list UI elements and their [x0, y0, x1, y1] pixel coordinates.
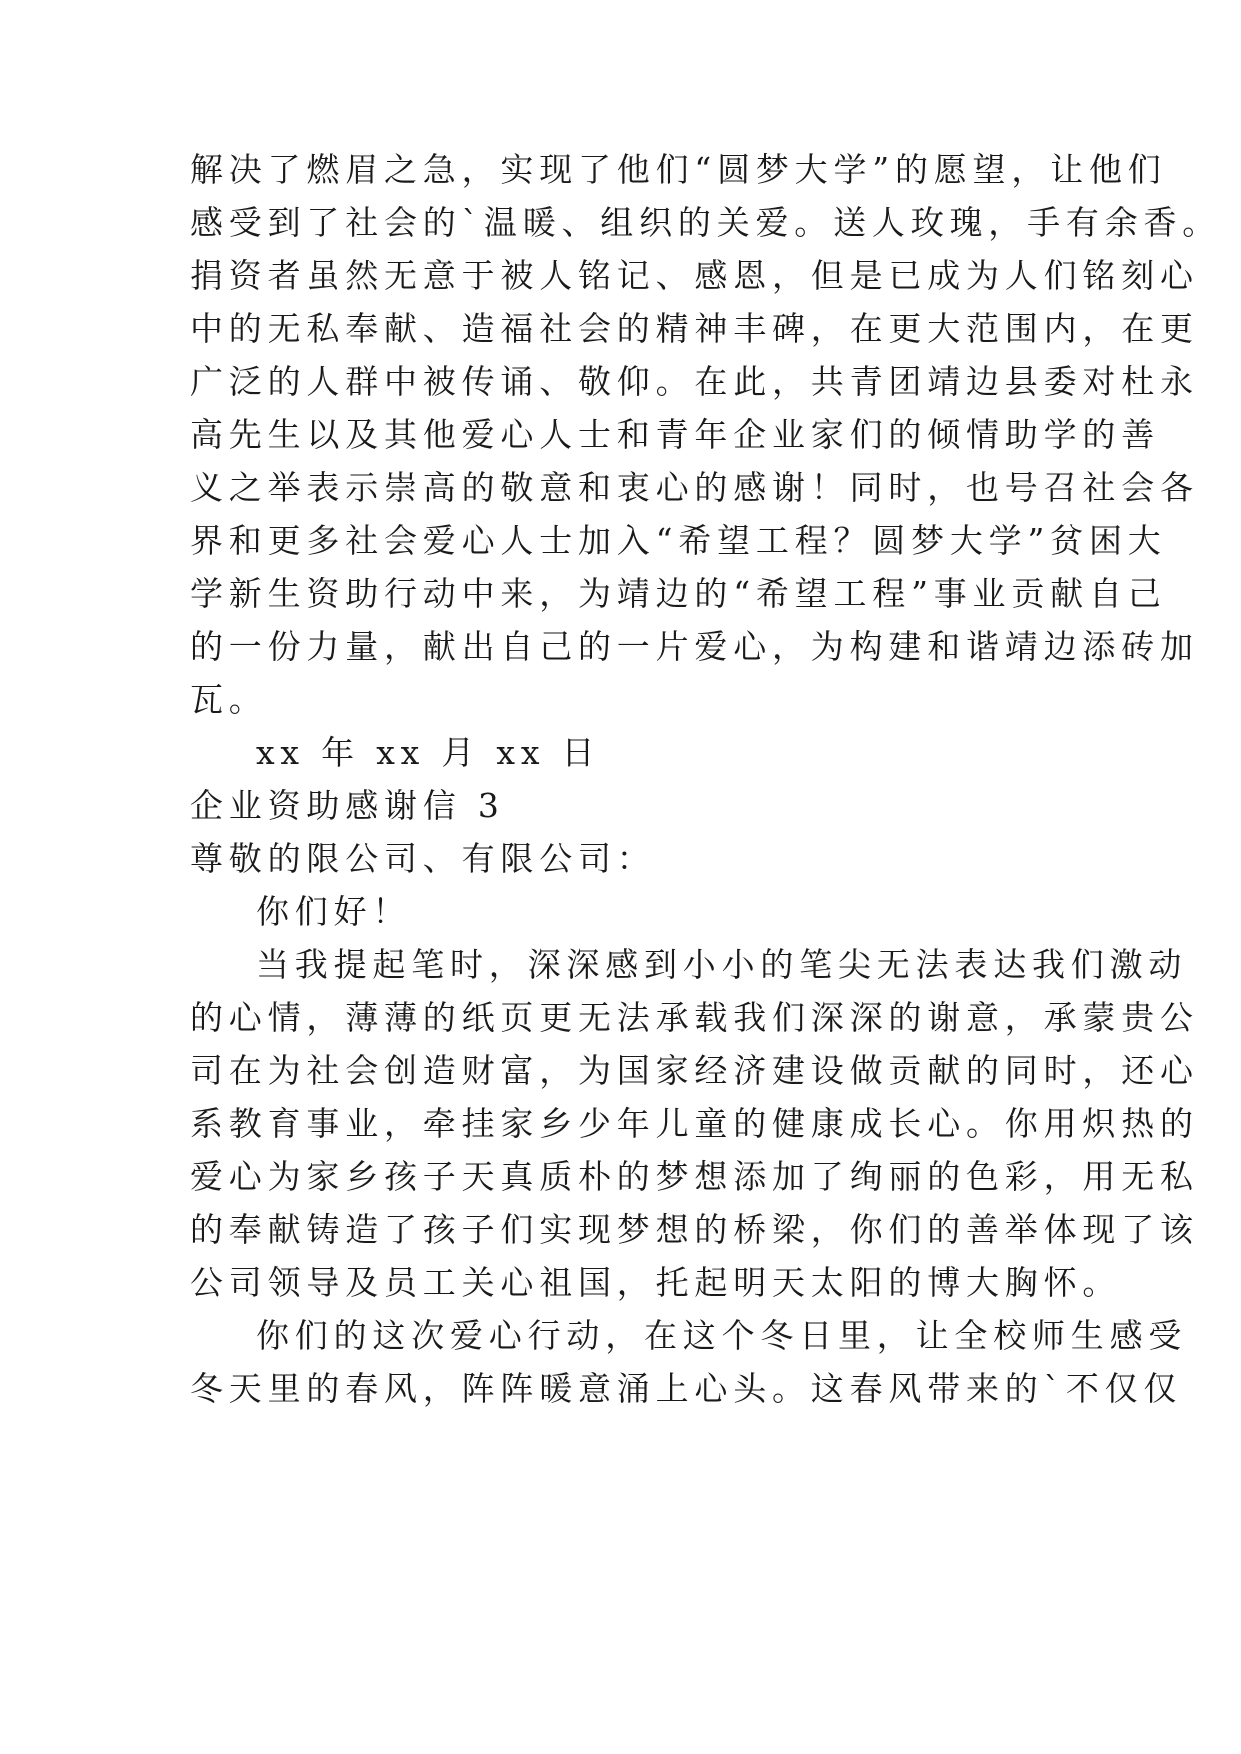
letter-date: xx 年 xx 月 xx 日	[256, 733, 601, 772]
text-line: 义之举表示崇高的敬意和衷心的感谢！同时，也号召社会各	[190, 468, 1199, 507]
text-line: 解决了燃眉之急，实现了他们“圆梦大学”的愿望，让他们	[190, 150, 1167, 189]
text-line: 当我提起笔时，深深感到小小的笔尖无法表达我们激动	[256, 945, 1188, 984]
text-line: 界和更多社会爱心人士加入“希望工程？圆梦大学”贫困大	[190, 521, 1167, 560]
text-line: 的心情，薄薄的纸页更无法承载我们深深的谢意，承蒙贵公	[190, 998, 1199, 1037]
text-line: 系教育事业，牵挂家乡少年儿童的健康成长心。你用炽热的	[190, 1104, 1199, 1143]
text-line: 冬天里的春风，阵阵暖意涌上心头。这春风带来的`不仅仅	[190, 1369, 1183, 1408]
text-line: 司在为社会创造财富，为国家经济建设做贡献的同时，还心	[190, 1051, 1199, 1090]
text-line: 的一份力量，献出自己的一片爱心，为构建和谐靖边添砖加	[190, 627, 1199, 666]
text-line: 公司领导及员工关心祖国，托起明天太阳的博大胸怀。	[190, 1263, 1122, 1302]
text-line: 高先生以及其他爱心人士和青年企业家们的倾情助学的善	[190, 415, 1160, 454]
text-line: 中的无私奉献、造福社会的精神丰碑，在更大范围内，在更	[190, 309, 1199, 348]
greeting: 你们好！	[256, 892, 412, 931]
salutation: 尊敬的限公司、有限公司：	[190, 839, 656, 878]
text-line: 爱心为家乡孩子天真质朴的梦想添加了绚丽的色彩，用无私	[190, 1157, 1199, 1196]
text-line: 瓦。	[190, 680, 268, 719]
text-line: 广泛的人群中被传诵、敬仰。在此，共青团靖边县委对杜永	[190, 362, 1199, 401]
text-line: 的奉献铸造了孩子们实现梦想的桥梁，你们的善举体现了该	[190, 1210, 1199, 1249]
text-line: 感受到了社会的`温暖、组织的关爱。送人玫瑰，手有余香。	[190, 203, 1222, 242]
text-line: 捐资者虽然无意于被人铭记、感恩，但是已成为人们铭刻心	[190, 256, 1199, 295]
text-line: 学新生资助行动中来，为靖边的“希望工程”事业贡献自己	[190, 574, 1167, 613]
section-title: 企业资助感谢信 3	[190, 786, 505, 825]
text-line: 你们的这次爱心行动，在这个冬日里，让全校师生感受	[256, 1316, 1188, 1355]
